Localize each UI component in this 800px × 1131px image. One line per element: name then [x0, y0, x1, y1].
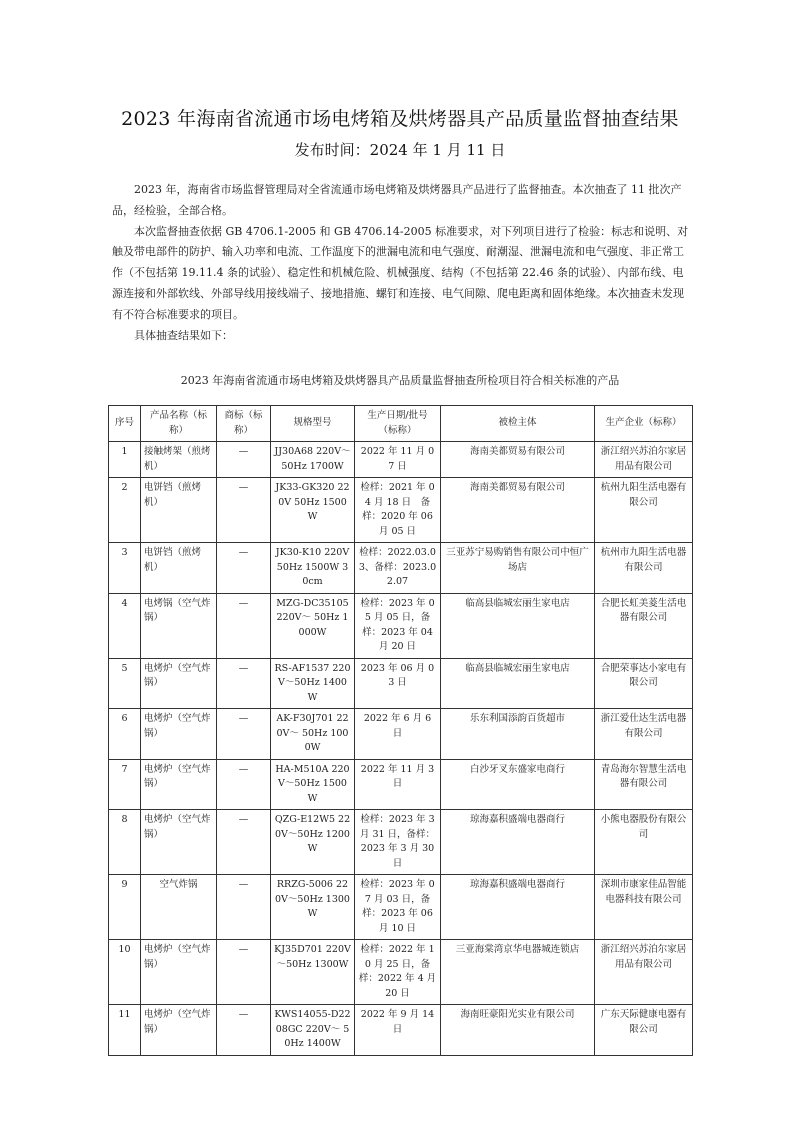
document-title: 2023 年海南省流通市场电烤箱及烘烤器具产品质量监督抽查结果 — [121, 108, 679, 130]
cell-brand: — — [217, 759, 271, 810]
table-row — [109, 593, 693, 658]
publish-date: 发布时间：2024 年 1 月 11 日 — [294, 141, 506, 159]
cell-maker: 浙江爱仕达生活电器有限公司 — [595, 709, 693, 760]
cell-maker: 杭州九阳生活电器有限公司 — [595, 478, 693, 543]
cell-maker: 青岛海尔智慧生活电器有限公司 — [595, 759, 693, 810]
cell-subject: 琼海嘉积盛端电器商行 — [441, 875, 595, 940]
cell-date: 检样：2023 年 07 月 03 日，备样：2023 年 06 月 10 日 — [355, 875, 441, 940]
cell-name: 电烤锅（空气炸锅） — [141, 593, 217, 658]
cell-brand: — — [217, 810, 271, 875]
cell-name: 电烤炉（空气炸锅） — [141, 759, 217, 810]
table-row — [109, 940, 693, 1005]
cell-brand: — — [217, 658, 271, 709]
cell-subject: 三亚苏宁易购销售有限公司中恒广场店 — [441, 543, 595, 594]
header-subject: 被检主体 — [441, 406, 595, 442]
cell-name: 电饼铛（煎烤机） — [141, 543, 217, 594]
cell-no: 7 — [109, 759, 141, 810]
cell-date: 2022 年 11 月 07 日 — [355, 442, 441, 478]
cell-model: JK30-K10 220V 50Hz 1500W 30cm — [271, 543, 355, 594]
cell-date: 检样：2022.03.03、备样：2023.02.07 — [355, 543, 441, 594]
table-row — [109, 543, 693, 594]
header-name: 产品名称（标称） — [141, 406, 217, 442]
cell-maker: 小熊电器股份有限公司 — [595, 810, 693, 875]
cell-subject: 临高县临城宏丽生家电店 — [441, 658, 595, 709]
cell-no: 10 — [109, 940, 141, 1005]
table-row — [109, 478, 693, 543]
cell-date: 2023 年 06 月 03 日 — [355, 658, 441, 709]
cell-name: 空气炸锅 — [141, 875, 217, 940]
cell-name: 电饼铛（煎烤机） — [141, 478, 217, 543]
cell-maker: 浙江绍兴苏泊尔家居用品有限公司 — [595, 442, 693, 478]
header-maker: 生产企业（标称） — [595, 406, 693, 442]
table-header-row — [109, 406, 693, 442]
cell-maker: 合肥荣事达小家电有限公司 — [595, 658, 693, 709]
paragraph-standards: 本次监督抽查依据 GB 4706.1-2005 和 GB 4706.14-2005 标准要求，对下列项目进行了检验：标志和说明、对触及带电部件的防护、输入功率和电流、工作温度下的泄漏电流和电气强度、耐潮湿、泄漏电流和电气强度、非正常工作（不包括第 19.11.4 条的试验）、稳定性和机械危险、机械强度、结构（不包括第 22.46 条的试验）、内部布线、电源连接和外部软线、外部导线用接线端子、接地措施、螺钉和连接、电气间隙、爬电距离和固体绝缘。本次抽查未发现有不符合标准要求的项目。 — [112, 224, 689, 321]
body-text — [112, 180, 690, 346]
cell-maker: 浙江绍兴苏泊尔家居用品有限公司 — [595, 940, 693, 1005]
cell-date: 2022 年 11 月 3 日 — [355, 759, 441, 810]
cell-model: KJ35D701 220V～50Hz 1300W — [271, 940, 355, 1005]
cell-maker: 深圳市康家佳品智能电器科技有限公司 — [595, 875, 693, 940]
cell-no: 6 — [109, 709, 141, 760]
cell-subject: 海南美都贸易有限公司 — [441, 478, 595, 543]
cell-date: 检样：2022 年 10 月 25 日，备样：2022 年 4 月 20 日 — [355, 940, 441, 1005]
cell-brand: — — [217, 543, 271, 594]
cell-brand: — — [217, 442, 271, 478]
cell-date: 检样：2023 年 05 月 05 日，备样：2023 年 04 月 20 日 — [355, 593, 441, 658]
cell-model: JJ30A68 220V～50Hz 1700W — [271, 442, 355, 478]
cell-date: 检样：2021 年 04 月 18 日 备样：2020 年 06 月 05 日 — [355, 478, 441, 543]
table-row — [109, 658, 693, 709]
cell-no: 1 — [109, 442, 141, 478]
paragraph-intro-results: 具体抽查结果如下： — [134, 328, 233, 342]
cell-no: 11 — [109, 1005, 141, 1056]
cell-name: 电烤炉（空气炸锅） — [141, 940, 217, 1005]
cell-subject: 临高县临城宏丽生家电店 — [441, 593, 595, 658]
cell-subject: 乐东利国添韵百货超市 — [441, 709, 595, 760]
cell-date: 2022 年 9 月 14 日 — [355, 1005, 441, 1056]
cell-brand: — — [217, 940, 271, 1005]
table-row — [109, 759, 693, 810]
cell-no: 3 — [109, 543, 141, 594]
cell-subject: 海南旺豪阳光实业有限公司 — [441, 1005, 595, 1056]
cell-model: HA-M510A 220V～50Hz 1500W — [271, 759, 355, 810]
cell-name: 电烤炉（空气炸锅） — [141, 810, 217, 875]
table-row — [109, 810, 693, 875]
table-row — [109, 1005, 693, 1056]
cell-no: 9 — [109, 875, 141, 940]
cell-brand: — — [217, 1005, 271, 1056]
cell-no: 2 — [109, 478, 141, 543]
paragraph-summary: 2023 年，海南省市场监督管理局对全省流通市场电烤箱及烘烤器具产品进行了监督抽查。本次抽查了 11 批次产品，经检验，全部合格。 — [112, 183, 682, 217]
cell-brand: — — [217, 875, 271, 940]
cell-subject: 海南美都贸易有限公司 — [441, 442, 595, 478]
header-brand: 商标（标称） — [217, 406, 271, 442]
cell-maker: 合肥长虹美菱生活电器有限公司 — [595, 593, 693, 658]
cell-name: 接触烤架（煎烤机） — [141, 442, 217, 478]
cell-name: 电烤炉（空气炸锅） — [141, 658, 217, 709]
cell-model: RRZG-5006 220V～50Hz 1300W — [271, 875, 355, 940]
table-row — [109, 442, 693, 478]
cell-name: 电烤炉（空气炸锅） — [141, 709, 217, 760]
cell-brand: — — [217, 709, 271, 760]
cell-model: RS-AF1537 220V～50Hz 1400W — [271, 658, 355, 709]
table-row — [109, 875, 693, 940]
cell-date: 检样：2023 年 3 月 31 日，备样：2023 年 3 月 30 日 — [355, 810, 441, 875]
cell-subject: 白沙牙叉东盛家电商行 — [441, 759, 595, 810]
cell-no: 8 — [109, 810, 141, 875]
header-date: 生产日期/批号（标称） — [355, 406, 441, 442]
cell-date: 2022 年 6 月 6 日 — [355, 709, 441, 760]
table-caption: 2023 年海南省流通市场电烤箱及烘烤器具产品质量监督抽查所检项目符合相关标准的产品 — [180, 374, 620, 387]
header-no: 序号 — [109, 406, 141, 442]
cell-model: JK33-GK320 220V 50Hz 1500W — [271, 478, 355, 543]
results-table — [108, 405, 693, 1056]
cell-subject: 三亚海棠湾京华电器城连锁店 — [441, 940, 595, 1005]
cell-subject: 琼海嘉积盛端电器商行 — [441, 810, 595, 875]
table-row — [109, 709, 693, 760]
cell-no: 5 — [109, 658, 141, 709]
cell-model: QZG-E12W5 220V～50Hz 1200W — [271, 810, 355, 875]
cell-name: 电烤炉（空气炸锅） — [141, 1005, 217, 1056]
cell-model: KWS14055-D2208GC 220V～ 50Hz 1400W — [271, 1005, 355, 1056]
cell-brand: — — [217, 478, 271, 543]
cell-model: AK-F30J701 220V～ 50Hz 1000W — [271, 709, 355, 760]
cell-model: MZG-DC35105 220V～ 50Hz 1000W — [271, 593, 355, 658]
cell-brand: — — [217, 593, 271, 658]
cell-maker: 杭州市九阳生活电器有限公司 — [595, 543, 693, 594]
cell-maker: 广东天际健康电器有限公司 — [595, 1005, 693, 1056]
cell-no: 4 — [109, 593, 141, 658]
header-model: 规格型号 — [271, 406, 355, 442]
